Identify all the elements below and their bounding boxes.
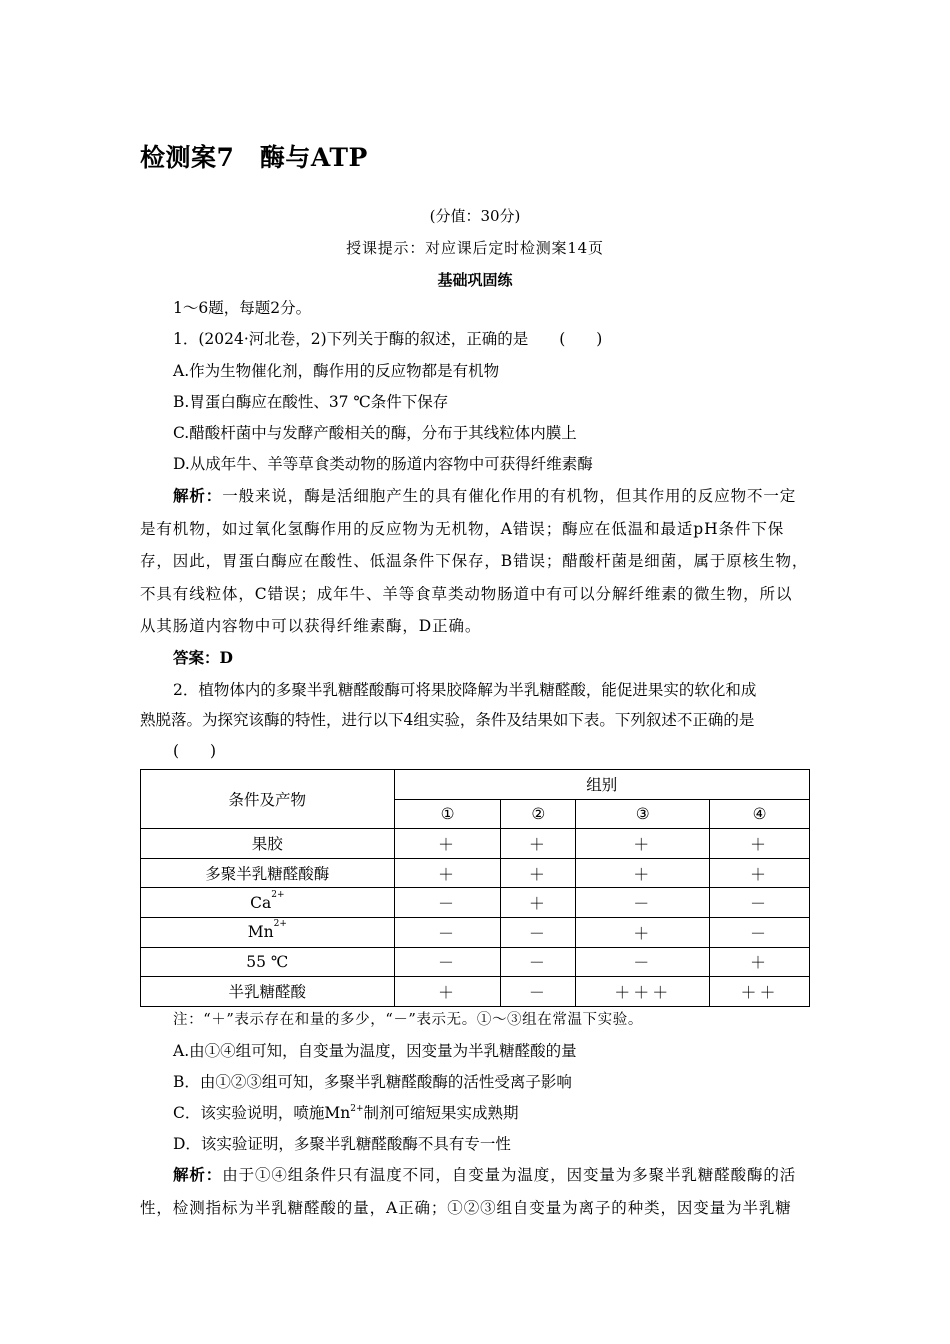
table-note: 注：“＋”表示存在和量的多少，“－”表示无。①～③组在常温下实验。 bbox=[173, 1012, 643, 1028]
table-cell: － bbox=[710, 888, 810, 918]
q1-option-a: A.作为生物催化剂，酶作用的反应物都是有机物 bbox=[173, 362, 500, 380]
q1-stem: 1．(2024·河北卷，2)下列关于酶的叙述，正确的是 ( ) bbox=[173, 330, 603, 348]
table-cell: ＋ bbox=[501, 888, 576, 918]
row-label: $Mn^{2+}$ bbox=[141, 917, 395, 947]
table-cell: － bbox=[394, 917, 501, 947]
q1-analysis-line bbox=[173, 486, 796, 506]
table-cell: ＋＋ bbox=[710, 977, 810, 1007]
table-cell: － bbox=[710, 917, 810, 947]
q1-analysis-line: 存，因此，胃蛋白酶应在酸性、低温条件下保存，B错误；醋酸杆菌是细菌，属于原核生物， bbox=[140, 552, 809, 570]
table-row bbox=[141, 829, 810, 859]
table-cell: － bbox=[394, 888, 501, 918]
table-cell: ＋ bbox=[710, 858, 810, 888]
q2-stem: 2．植物体内的多聚半乳糖醛酸酶可将果胶降解为半乳糖醛酸，能促进果实的软化和成 bbox=[173, 681, 757, 699]
q2-option-c: C．该实验说明，喷施$Mn^{2+}$制剂可缩短果实成熟期 bbox=[173, 1104, 519, 1122]
table-corner-cell: 条件及产物 bbox=[141, 770, 395, 829]
table-cell: ＋ bbox=[710, 947, 810, 977]
group-label: ② bbox=[501, 799, 576, 829]
q1-option-b: B.胃蛋白酶应在酸性、37 ℃条件下保存 bbox=[173, 393, 449, 411]
q1-option-c: C.醋酸杆菌中与发酵产酸相关的酶，分布于其线粒体内膜上 bbox=[173, 424, 577, 442]
table-cell: － bbox=[501, 917, 576, 947]
table-cell: ＋ bbox=[501, 829, 576, 859]
group-label: ④ bbox=[710, 799, 810, 829]
q1-analysis-line: 不具有线粒体，C错误；成年牛、羊等食草类动物肠道中有可以分解纤维素的微生物，所以 bbox=[140, 585, 793, 603]
group-label: ③ bbox=[576, 799, 710, 829]
table-row bbox=[141, 888, 810, 918]
table-cell: － bbox=[576, 947, 710, 977]
table-row bbox=[141, 947, 810, 977]
table-row bbox=[141, 858, 810, 888]
table-cell: － bbox=[501, 977, 576, 1007]
q2-answer-blank: ( ) bbox=[173, 742, 217, 760]
table-cell: ＋ bbox=[576, 829, 710, 859]
table-cell: － bbox=[501, 947, 576, 977]
table-cell: ＋ bbox=[576, 917, 710, 947]
table-cell: － bbox=[576, 888, 710, 918]
row-label: 果胶 bbox=[141, 829, 395, 859]
table-cell: ＋ bbox=[394, 977, 501, 1007]
q2-stem: 熟脱落。为探究该酶的特性，进行以下4组实验，条件及结果如下表。下列叙述不正确的是 bbox=[140, 711, 755, 729]
section-heading: 基础巩固练 bbox=[437, 271, 513, 289]
hint-line: 授课提示：对应课后定时检测案14页 bbox=[346, 239, 604, 257]
table-cell: ＋ bbox=[394, 858, 501, 888]
table-cell: － bbox=[394, 947, 501, 977]
q1-analysis-line: 从其肠道内容物中可以获得纤维素酶，D正确。 bbox=[140, 617, 482, 635]
q1-analysis-line: 是有机物，如过氧化氢酶作用的反应物为无机物，A错误；酶应在低温和最适pH条件下保 bbox=[140, 520, 785, 538]
instruction: 1～6题，每题2分。 bbox=[173, 299, 312, 317]
experiment-table bbox=[140, 769, 810, 1007]
q2-option-b: B．由①②③组可知，多聚半乳糖醛酸酶的活性受离子影响 bbox=[173, 1073, 572, 1091]
table-cell: ＋ bbox=[576, 858, 710, 888]
row-label: 半乳糖醛酸 bbox=[141, 977, 395, 1007]
row-label: 55 ℃ bbox=[141, 947, 395, 977]
group-header-cell: 组别 bbox=[394, 770, 809, 800]
table-row bbox=[141, 917, 810, 947]
table-cell: ＋ bbox=[394, 829, 501, 859]
row-label: $Ca^{2+}$ bbox=[141, 888, 395, 918]
table-cell: ＋ bbox=[710, 829, 810, 859]
q2-analysis-text: 由于①④组条件只有温度不同，自变量为温度，因变量为多聚半乳糖醛酸酶的活 bbox=[222, 1166, 797, 1184]
table-cell: ＋ bbox=[501, 858, 576, 888]
group-label: ① bbox=[394, 799, 501, 829]
q2-analysis-line: 性，检测指标为半乳糖醛酸的量，A正确；①②③组自变量为离子的种类，因变量为半乳糖 bbox=[140, 1199, 792, 1217]
score-line: (分值：30分) bbox=[429, 207, 521, 225]
q1-option-d: D.从成年牛、羊等草食类动物的肠道内容物中可获得纤维素酶 bbox=[173, 455, 593, 473]
table-row bbox=[141, 977, 810, 1007]
page-title: 检测案7 酶与ATP bbox=[140, 143, 368, 172]
row-label: 多聚半乳糖醛酸酶 bbox=[141, 858, 395, 888]
q1-analysis-text: 一般来说，酶是活细胞产生的具有催化作用的有机物，但其作用的反应物不一定 bbox=[222, 487, 797, 505]
q1-analysis-label: 解析： bbox=[173, 486, 223, 505]
table-cell: ＋＋＋ bbox=[576, 977, 710, 1007]
q2-analysis-line bbox=[173, 1165, 796, 1185]
q2-option-a: A.由①④组可知，自变量为温度，因变量为半乳糖醛酸的量 bbox=[173, 1042, 577, 1060]
table-header-row bbox=[141, 770, 810, 800]
q2-option-d: D．该实验证明，多聚半乳糖醛酸酶不具有专一性 bbox=[173, 1135, 511, 1153]
q1-answer: 答案：D bbox=[173, 648, 233, 667]
q2-analysis-label: 解析： bbox=[173, 1165, 223, 1184]
